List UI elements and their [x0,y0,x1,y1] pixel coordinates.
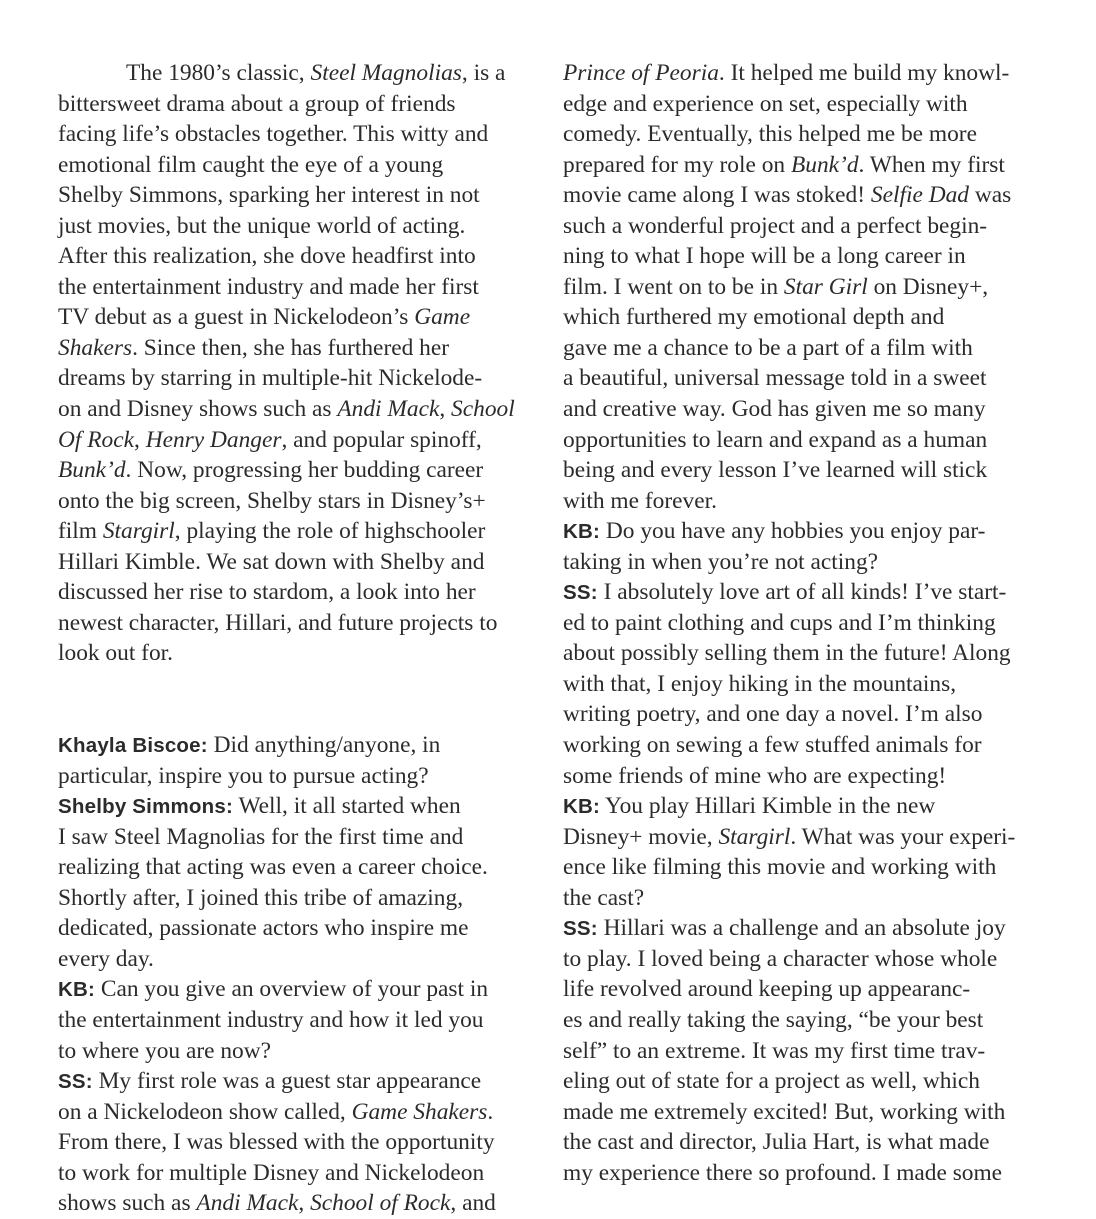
text-line [58,913,548,944]
text-segment: , playing the role of highschooler [174,518,486,545]
text-segment: movie came along I was stoked! [563,182,871,209]
text-segment: which furthered my emotional depth and [563,304,945,331]
text-line [563,638,1048,669]
italic-title: Star Girl [783,273,868,300]
text-line [563,150,1048,181]
speaker-label: SS: [563,917,598,941]
text-segment: TV debut as a guest in Nickelodeon’s [58,304,415,331]
text-segment: taking in when you’re not acting? [563,548,879,575]
text-line [58,425,548,456]
text-segment: gave me a chance to be a part of a film with [563,334,973,361]
italic-title: School [451,396,515,423]
text-line [563,761,1048,792]
text-line [563,944,1048,975]
text-segment: Shelby Simmons, sparking her interest in not [58,182,480,209]
speaker-label: Shelby Simmons: [58,795,234,819]
text-segment: look out for. [58,640,173,667]
text-segment: was [968,182,1012,209]
text-segment: about possibly selling them in the future! Along [563,640,1011,667]
text-segment: , and popular spinoff, [281,426,482,453]
text-line [563,211,1048,242]
text-line [563,1127,1048,1158]
text-segment: being and every lesson I’ve learned will stick [563,457,988,484]
text-segment: writing poetry, and one day a novel. I’m also [563,701,983,728]
text-line [563,1097,1048,1128]
text-line [563,883,1048,914]
text-segment: dedicated, passionate actors who inspire me [58,915,469,942]
text-segment: to work for multiple Disney and Nickelodeon [58,1159,485,1186]
text-segment: on a Nickelodeon show called, [58,1098,352,1125]
text-segment: Disney+ movie, [563,823,719,850]
text-line [58,852,548,883]
text-segment: some friends of mine who are expecting! [563,762,947,789]
text-segment: to where you are now? [58,1037,272,1064]
text-line [563,547,1048,578]
text-line [58,516,548,547]
italic-title: Stargirl [102,518,175,545]
text-segment: made me extremely excited! But, working with [563,1098,1006,1125]
text-segment: particular, inspire you to pursue acting? [58,762,429,789]
text-segment: . [487,1098,494,1125]
text-segment: ed to paint clothing and cups and I’m thinking [563,609,996,636]
text-line [563,425,1048,456]
text-line [58,89,548,120]
text-line [563,516,1048,547]
text-segment: opportunities to learn and expand as a human [563,426,988,453]
text-line [563,394,1048,425]
text-segment: on Disney+, [867,273,989,300]
text-line [58,150,548,181]
speaker-label: SS: [58,1070,93,1094]
text-line [58,791,548,822]
italic-title: Shakers [58,334,133,361]
text-segment: The 1980’s classic, [126,60,311,86]
text-line [563,455,1048,486]
text-segment: After this realization, she dove headfirst into [58,243,476,270]
text-segment: , [134,426,146,453]
italic-title: Stargirl [718,823,791,850]
italic-title: Bunk’d [790,151,859,178]
text-segment: the cast and director, Julia Hart, is what made [563,1129,990,1156]
text-line [563,974,1048,1005]
text-segment: ning to what I hope will be a long career in [563,243,966,270]
italic-title: Bunk’d [58,457,126,484]
text-line [58,241,548,272]
speaker-label: Khayla Biscoe: [58,734,208,758]
text-segment: comedy. Eventually, this helped me be more [563,121,977,148]
speaker-label: KB: [58,978,96,1002]
text-segment: eling out of state for a project as well, which [563,1068,980,1095]
text-segment: such a wonderful project and a perfect begin- [563,212,988,239]
text-line [563,1158,1048,1189]
text-line [563,58,1048,89]
italic-title: Henry Danger [145,426,282,453]
text-segment: on and Disney shows such as [58,396,338,423]
article-column-right [563,58,1048,1188]
text-segment: with that, I enjoy hiking in the mountains, [563,670,957,697]
text-line [58,455,548,486]
speaker-label: SS: [563,581,598,605]
text-line [58,974,548,1005]
italic-title: Selfie Dad [870,182,969,209]
text-segment: . Since then, she has furthered her [132,334,450,361]
text-line [58,363,548,394]
text-segment: self” to an extreme. It was my first time trav- [563,1037,986,1064]
text-segment: es and really taking the saying, “be your best [563,1006,984,1033]
text-segment: with me forever. [563,487,717,514]
text-line [563,1005,1048,1036]
text-line [563,699,1048,730]
text-segment: realizing that acting was even a career choice. [58,854,488,881]
text-line [58,638,548,669]
text-segment: Hillari Kimble. We sat down with Shelby and [58,548,485,575]
text-segment: the cast? [563,884,645,911]
text-line [58,333,548,364]
text-segment: . It helped me build my knowl- [718,60,1010,86]
italic-title: Prince of Peoria [563,60,719,86]
text-line [58,302,548,333]
text-segment: shows such as [58,1190,197,1217]
text-segment: . When my first [858,151,1005,178]
text-line [58,1097,548,1128]
italic-title: Game [414,304,471,331]
text-segment: emotional film caught the eye of a young [58,151,444,178]
article-column-left [58,58,548,1219]
text-segment: Hillari was a challenge and an absolute joy [597,915,1006,942]
text-segment: , [298,1190,311,1217]
text-segment: the entertainment industry and how it led you [58,1006,484,1033]
text-segment: Do you have any hobbies you enjoy par- [600,518,986,545]
text-line [563,913,1048,944]
text-segment: dreams by starring in multiple-hit Nickelode- [58,365,483,392]
text-line [58,1066,548,1097]
text-line [563,608,1048,639]
text-segment: a beautiful, universal message told in a sweet [563,365,987,392]
text-line [563,302,1048,333]
text-segment: Did anything/anyone, in [207,732,441,759]
text-segment: edge and experience on set, especially with [563,90,968,117]
text-line [563,241,1048,272]
italic-title: Game Shakers [351,1098,488,1125]
text-line [58,730,548,761]
text-segment: prepared for my role on [563,151,791,178]
text-segment: Well, it all started when [233,793,461,820]
text-line [563,333,1048,364]
text-line [58,1188,548,1219]
text-line [563,363,1048,394]
text-line [563,272,1048,303]
text-line [563,791,1048,822]
text-segment: You play Hillari Kimble in the new [600,793,936,820]
text-line [58,211,548,242]
text-segment: the entertainment industry and made her first [58,273,479,300]
text-segment: From there, I was blessed with the opportunity [58,1129,495,1156]
text-segment: to play. I loved being a character whose whole [563,945,998,972]
text-segment: working on sewing a few stuffed animals for [563,732,982,759]
italic-title: Andi Mack [196,1190,299,1217]
text-line [563,852,1048,883]
text-line [58,1158,548,1189]
text-line [58,822,548,853]
text-line [58,486,548,517]
text-line [58,58,548,89]
text-segment: . Now, progressing her budding career [125,457,484,484]
text-segment: onto the big screen, Shelby stars in Disney’s+ [58,487,486,514]
text-line [58,394,548,425]
text-line [58,1005,548,1036]
text-segment: newest character, Hillari, and future projects to [58,609,498,636]
text-segment: film [58,518,103,545]
italic-title: School of Rock [310,1190,451,1217]
text-segment: I absolutely love art of all kinds! I’ve start- [597,579,1007,606]
text-segment: just movies, but the unique world of acting. [58,212,466,239]
text-line [563,1036,1048,1067]
text-line [563,669,1048,700]
text-line [58,180,548,211]
text-segment: every day. [58,945,154,972]
text-segment: ence like filming this movie and working with [563,854,997,881]
text-line [563,1066,1048,1097]
text-line [58,1036,548,1067]
text-line [563,822,1048,853]
text-segment: bittersweet drama about a group of friends [58,90,456,117]
text-segment: film. I went on to be in [563,273,784,300]
text-line [563,180,1048,211]
text-segment: life revolved around keeping up appearanc- [563,976,971,1003]
text-line [58,119,548,150]
text-line [563,119,1048,150]
text-segment: my experience there so profound. I made some [563,1159,1003,1186]
text-segment: My first role was a guest star appearance [92,1068,482,1095]
text-line [58,608,548,639]
text-segment: , and [450,1190,496,1217]
text-segment: I saw Steel Magnolias for the first time and [58,823,464,850]
text-line [58,883,548,914]
paragraph-spacer [58,699,548,730]
speaker-label: KB: [563,795,601,819]
italic-title: Andi Mack [337,396,440,423]
text-line [58,1127,548,1158]
text-segment: , [439,396,452,423]
text-line [58,577,548,608]
paragraph-spacer [58,669,548,700]
text-segment: . What was your experi- [790,823,1016,850]
text-segment: and creative way. God has given me so many [563,396,986,423]
text-segment: , is a [461,60,506,86]
italic-title: Of Rock [58,426,134,453]
text-line [563,89,1048,120]
text-segment: Can you give an overview of your past in [95,976,489,1003]
text-line [58,272,548,303]
text-line [58,944,548,975]
italic-title: Steel Magnolias [310,60,462,86]
text-line [58,761,548,792]
text-line [563,730,1048,761]
text-segment: discussed her rise to stardom, a look into her [58,579,476,606]
speaker-label: KB: [563,520,601,544]
text-segment: Shortly after, I joined this tribe of amazing, [58,884,464,911]
text-line [563,577,1048,608]
text-line [58,547,548,578]
text-segment: facing life’s obstacles together. This witty and [58,121,489,148]
text-line [563,486,1048,517]
